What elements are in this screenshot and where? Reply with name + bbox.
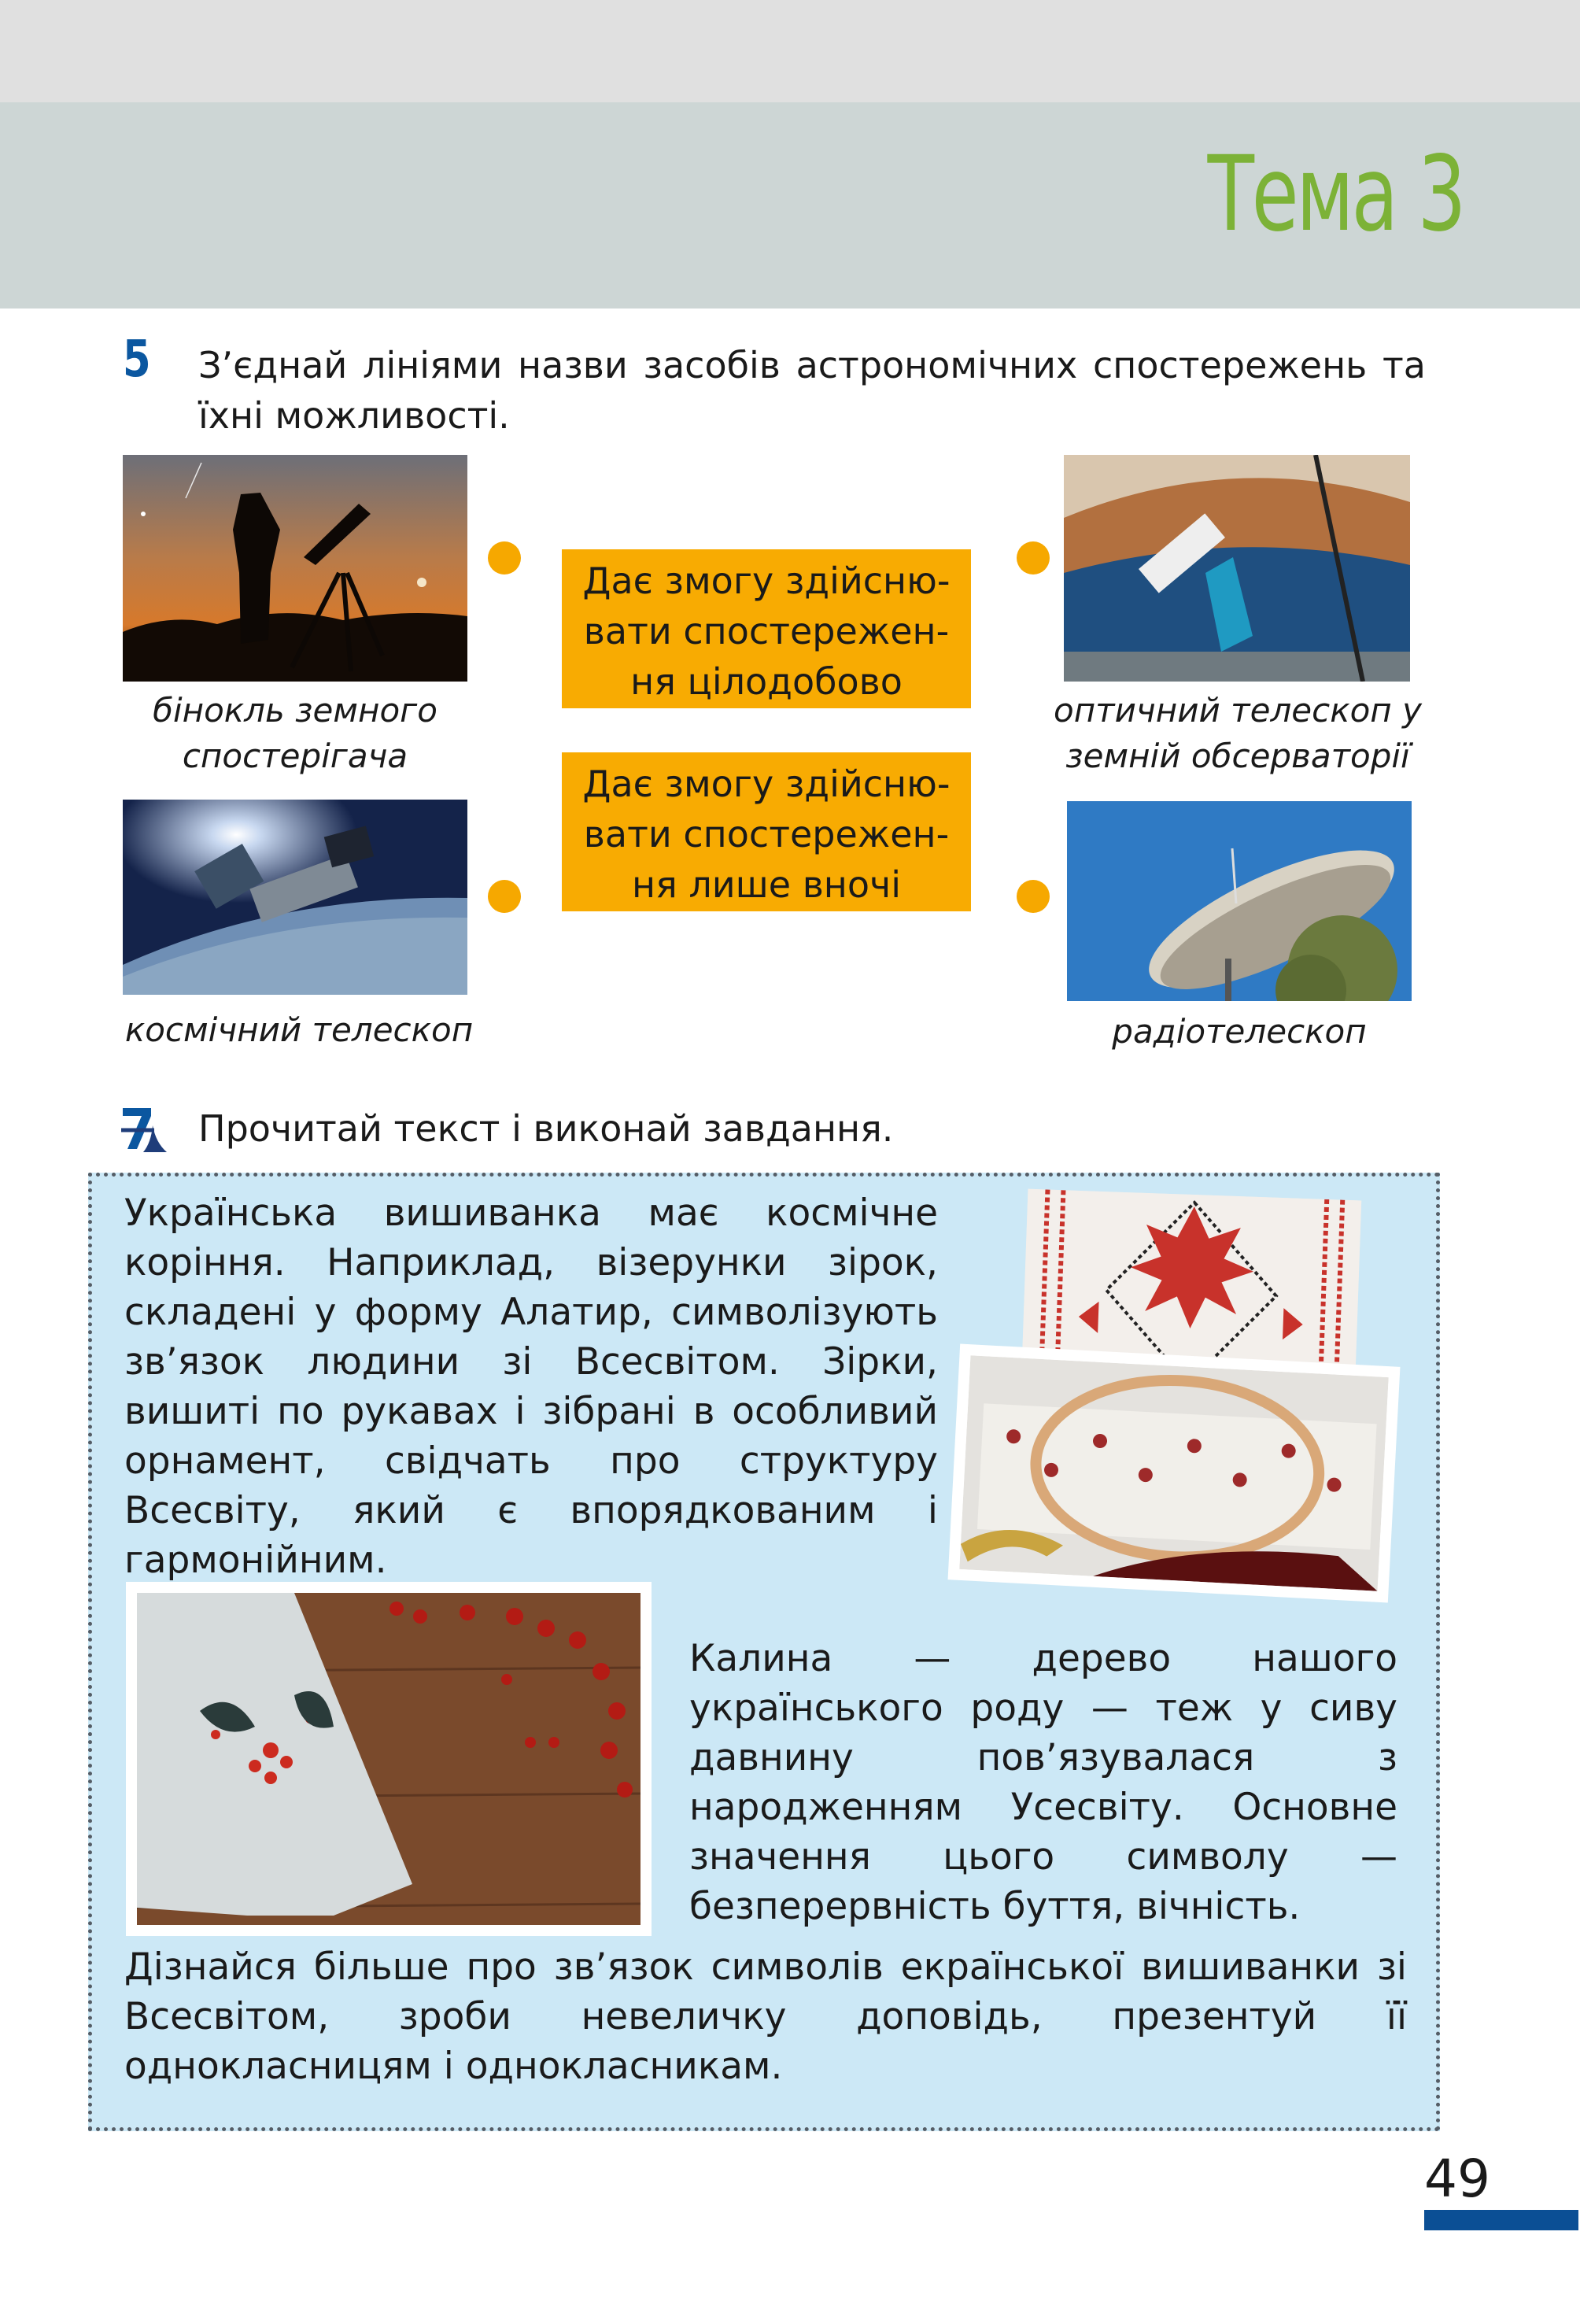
connect-dot-radio-telescope[interactable]	[1017, 880, 1050, 913]
caption-optical-telescope: оптичний телескоп у земній обсерваторії	[1054, 691, 1422, 775]
task-number-5: 5	[123, 331, 151, 389]
option-night-only[interactable]	[562, 752, 971, 911]
top-margin-band	[0, 0, 1580, 102]
option-2-line-3: ня лише вночі	[632, 863, 901, 906]
image-towel-viburnum	[126, 1582, 652, 1936]
option-2-line-2: вати спостережен-	[583, 813, 950, 855]
paragraph-vyshyvanka: Українська вишиванка має космічне коріння. Наприклад, візерунки зірок, складені у форму Алатир, символізують зв’язок людини зі Всесвітом. Зірки, вишиті по рукавах і зібрані в особливий орнамент, свідчать про структуру Всесвіту, який є впорядкованим і гармонійним.	[124, 1192, 938, 1582]
task-number-7-icon	[120, 1103, 179, 1155]
connect-dot-optical-telescope[interactable]	[1017, 541, 1050, 575]
task-7-instruction: Прочитай текст і виконай завдання.	[198, 1107, 894, 1150]
image-space-telescope	[123, 800, 467, 995]
option-1-line-2: вати спостережен-	[583, 610, 950, 652]
task-5-instruction: З’єднай лініями назви засобів астрономічних спостережень та їхні можливості.	[198, 344, 1426, 437]
topic-title: Тема 3	[1207, 134, 1464, 255]
option-1-line-3: ня цілодобово	[630, 660, 903, 703]
option-1-line-1: Дає змогу здійсню-	[582, 560, 951, 602]
option-2-line-1: Дає змогу здійсню-	[582, 763, 951, 805]
assignment-text: Дізнайся більше про зв’язок символів екраїнської вишиванки зі Всесвітом, зроби невеличку доповідь, презентуй її однокласницям і однокласникам.	[124, 1945, 1407, 2088]
image-radio-telescope	[1067, 801, 1412, 1001]
caption-binocular: бінокль земного спостерігача	[153, 691, 437, 775]
caption-space-telescope: космічний телескоп	[124, 1011, 474, 1049]
caption-radio-telescope: радіотелескоп	[1112, 1012, 1367, 1051]
image-embroidery-hoop	[948, 1344, 1401, 1603]
option-around-the-clock[interactable]	[562, 549, 971, 708]
image-binocular-observer	[123, 455, 467, 682]
paragraph-kalyna: Калина — дерево нашого українського роду — теж у сиву давнину пов’язувалася з народженням Усесвіту. Основне значення цього символу — безперервність буття, вічність.	[689, 1637, 1397, 1928]
page-number-bar	[1424, 2210, 1578, 2230]
image-optical-telescope	[1064, 455, 1410, 682]
connect-dot-space-telescope[interactable]	[488, 880, 521, 913]
connect-dot-binocular[interactable]	[488, 541, 521, 575]
page-number: 49	[1424, 2148, 1490, 2209]
